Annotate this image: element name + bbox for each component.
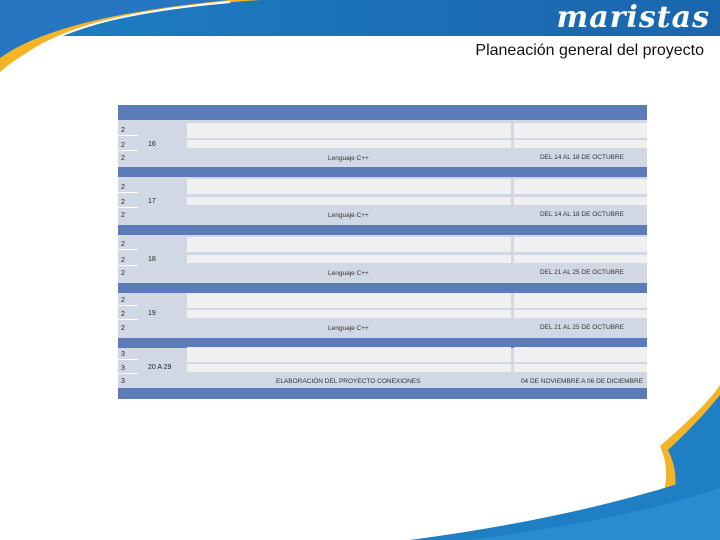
table-header-bar	[118, 105, 647, 120]
table-cell	[187, 140, 511, 148]
date-range: DEL 14 AL 18 DE OCTUBRE	[539, 211, 625, 218]
row-number: 2	[118, 182, 138, 193]
table-footer-bar	[118, 388, 647, 399]
table-cell	[514, 197, 647, 205]
table-cell	[187, 364, 511, 372]
table-cell	[514, 293, 647, 308]
row-number: 2	[118, 197, 138, 208]
topic-label: Lenguaje C++	[328, 325, 369, 332]
week-number: 20 A 29	[148, 364, 172, 371]
table-cell	[187, 347, 511, 362]
table-cell	[187, 255, 511, 263]
block-separator	[118, 167, 647, 177]
row-number: 2	[121, 270, 125, 277]
row-number: 2	[121, 325, 125, 332]
date-range: DEL 21 AL 25 DE OCTUBRE	[539, 324, 625, 331]
maristas-logo: maristas	[556, 0, 710, 35]
block-separator	[118, 225, 647, 235]
date-range: DEL 21 AL 25 DE OCTUBRE	[539, 269, 625, 276]
row-number: 3	[118, 349, 138, 360]
table-cell	[187, 123, 511, 138]
table-cell	[514, 123, 647, 138]
table-cell	[187, 310, 511, 318]
table-cell	[514, 347, 647, 362]
row-number: 2	[121, 212, 125, 219]
week-number: 16	[148, 141, 156, 148]
topic-label: Lenguaje C++	[328, 212, 369, 219]
table-cell	[187, 293, 511, 308]
page-subtitle: Planeación general del proyecto	[475, 42, 704, 59]
topic-label: ELABORACIÓN DEL PROYECTO CONEXIONES	[276, 378, 421, 385]
table-cell	[514, 310, 647, 318]
topic-label: Lenguaje C++	[328, 270, 369, 277]
block-separator	[118, 283, 647, 293]
week-number: 17	[148, 198, 156, 205]
date-range: 04 DE NOVIEMBRE A 06 DE DICIEMBRE	[520, 378, 644, 385]
week-number: 18	[148, 256, 156, 263]
row-number: 3	[121, 378, 125, 385]
topic-label: Lenguaje C++	[328, 155, 369, 162]
table-cell	[514, 237, 647, 252]
table-cell	[514, 364, 647, 372]
row-number: 2	[118, 239, 138, 250]
row-number: 2	[118, 125, 138, 136]
schedule-table	[118, 105, 647, 399]
table-cell	[514, 140, 647, 148]
row-number: 2	[121, 155, 125, 162]
table-cell	[187, 237, 511, 252]
row-number: 2	[118, 140, 138, 151]
table-cell	[514, 255, 647, 263]
week-number: 19	[148, 310, 156, 317]
date-range: DEL 14 AL 18 DE OCTUBRE	[539, 154, 625, 161]
row-number: 3	[118, 363, 138, 374]
row-number: 2	[118, 309, 138, 320]
table-cell	[514, 179, 647, 194]
row-number: 2	[118, 255, 138, 266]
table-cell	[187, 197, 511, 205]
row-number: 2	[118, 295, 138, 306]
table-cell	[187, 179, 511, 194]
